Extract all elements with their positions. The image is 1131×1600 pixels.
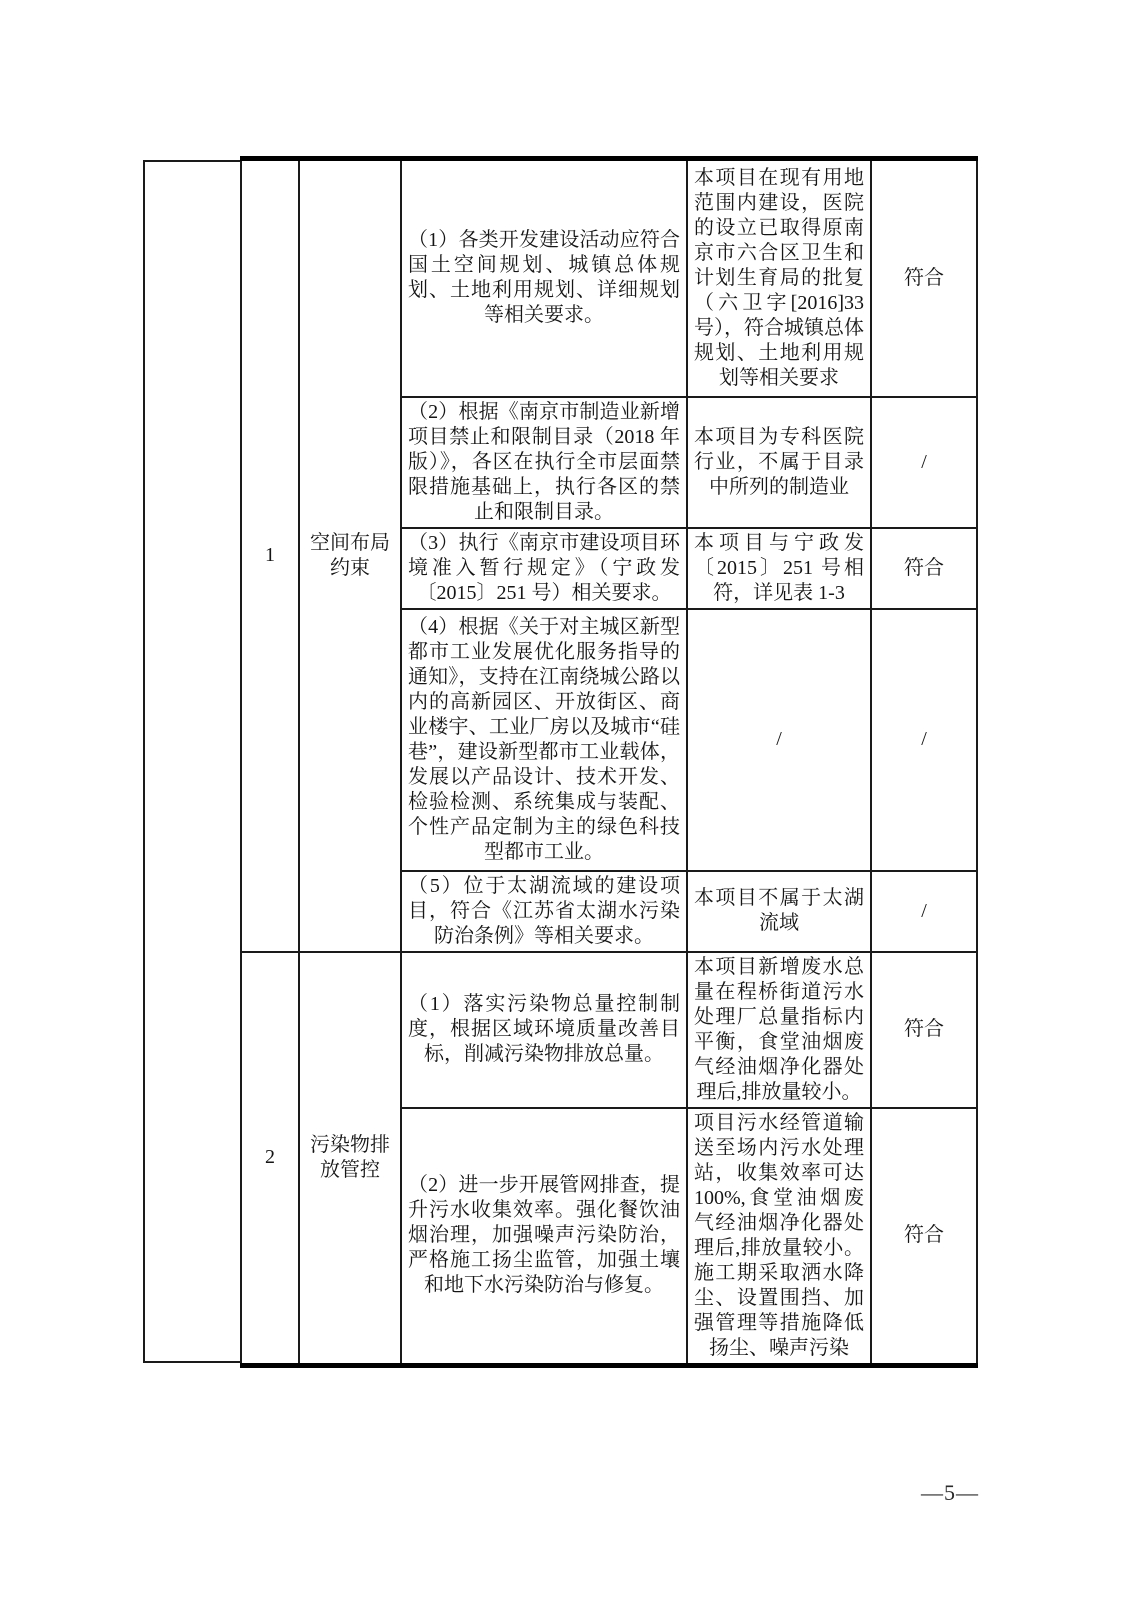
requirement-cell: （1）落实污染物总量控制制度，根据区域环境质量改善目标，削减污染物排放总量。 bbox=[401, 952, 687, 1108]
project-status-cell: 项目污水经管道输送至场内污水处理站，收集效率可达100%,食堂油烟废气经油烟净化器处理后,排放量较小。施工期采取洒水降尘、设置围挡、加强管理等措施降低扬尘、噪声污染 bbox=[687, 1108, 871, 1366]
project-status-cell: / bbox=[687, 609, 871, 871]
project-status-cell: 本项目不属于太湖流域 bbox=[687, 871, 871, 952]
section-index-cell: 1 bbox=[241, 159, 299, 952]
requirement-cell: （1）各类开发建设活动应符合国土空间规划、城镇总体规划、土地利用规划、详细规划等相关要求。 bbox=[401, 159, 687, 397]
requirement-cell: （5）位于太湖流域的建设项目，符合《江苏省太湖水污染防治条例》等相关要求。 bbox=[401, 871, 687, 952]
compliance-cell: 符合 bbox=[871, 528, 977, 609]
table-row bbox=[241, 952, 977, 1108]
requirement-cell: （2）进一步开展管网排查，提升污水收集效率。强化餐饮油烟治理，加强噪声污染防治，严格施工扬尘监管，加强土壤和地下水污染防治与修复。 bbox=[401, 1108, 687, 1366]
left-empty-table-cell bbox=[143, 160, 240, 1363]
project-status-cell: 本项目为专科医院行业，不属于目录中所列的制造业 bbox=[687, 397, 871, 528]
compliance-cell: 符合 bbox=[871, 159, 977, 397]
requirement-cell: （2）根据《南京市制造业新增项目禁止和限制目录（2018 年版）》，各区在执行全市层面禁限措施基础上，执行各区的禁止和限制目录。 bbox=[401, 397, 687, 528]
page-number: —5— bbox=[921, 1480, 979, 1505]
project-status-cell: 本项目在现有用地范围内建设，医院的设立已取得原南京市六合区卫生和计划生育局的批复（六卫字[2016]33号），符合城镇总体规划、土地利用规划等相关要求 bbox=[687, 159, 871, 397]
compliance-table bbox=[240, 156, 978, 1368]
requirement-cell: （4）根据《关于对主城区新型都市工业发展优化服务指导的通知》，支持在江南绕城公路以内的高新园区、开放街区、商业楼宇、工业厂房以及城市“硅巷”，建设新型都市工业载体，发展以产品设计、技术开发、检验检测、系统集成与装配、个性产品定制为主的绿色科技型都市工业。 bbox=[401, 609, 687, 871]
category-cell: 污染物排放管控 bbox=[299, 952, 401, 1366]
category-cell: 空间布局约束 bbox=[299, 159, 401, 952]
compliance-cell: 符合 bbox=[871, 1108, 977, 1366]
section-index-cell: 2 bbox=[241, 952, 299, 1366]
compliance-cell: 符合 bbox=[871, 952, 977, 1108]
table-row bbox=[241, 159, 977, 397]
compliance-cell: / bbox=[871, 609, 977, 871]
project-status-cell: 本项目新增废水总量在程桥街道污水处理厂总量指标内平衡，食堂油烟废气经油烟净化器处理后,排放量较小。 bbox=[687, 952, 871, 1108]
requirement-cell: （3）执行《南京市建设项目环境准入暂行规定》（宁政发〔2015〕251 号）相关要求。 bbox=[401, 528, 687, 609]
project-status-cell: 本项目与宁政发〔2015〕251 号相符，详见表 1-3 bbox=[687, 528, 871, 609]
compliance-cell: / bbox=[871, 871, 977, 952]
compliance-cell: / bbox=[871, 397, 977, 528]
